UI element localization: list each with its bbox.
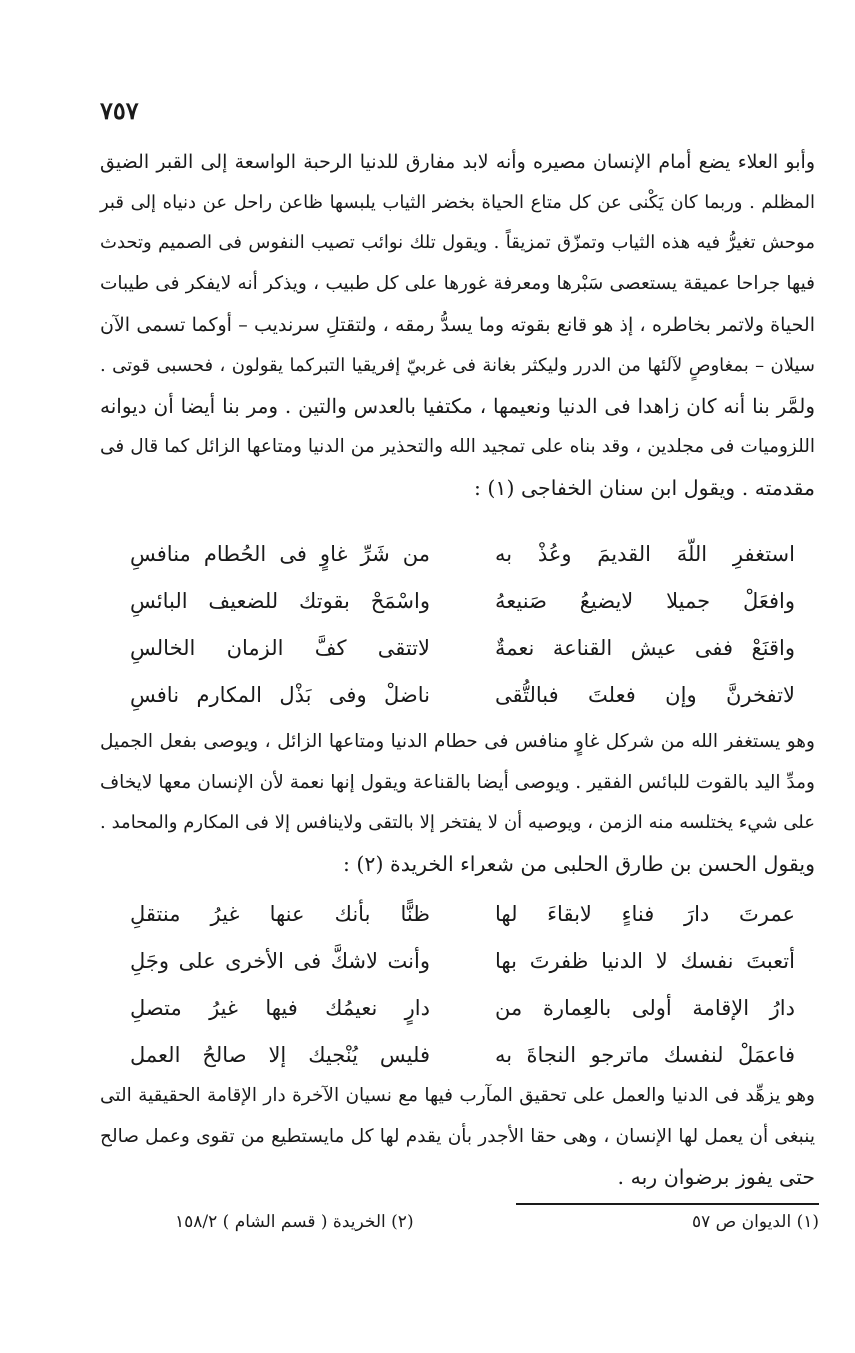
hemistich-first: أتعبتَ نفسك لا الدنيا ظفرتَ بها <box>495 948 795 973</box>
text-line: فيها جراحا عميقة يستعصى سَبْرها ومعرفة غورها على كل طبيب ، ويذكر أنه لايفكر فى طيبات <box>100 273 815 295</box>
text-line: ينبغى أن يعمل لها الإنسان ، وهى حقا الأجدر بأن يقدم لها كل مايستطيع من تقوى وعمل صالح <box>100 1125 815 1147</box>
text-line: ولمَّر بنا أنه كان زاهدا فى الدنيا ونعيمها ، مكتفيا بالعدس والتين . ومر بنا أيضا أن ديوانه <box>100 394 815 419</box>
verse-line <box>130 984 795 1031</box>
text-line: وأبو العلاء يضع أمام الإنسان مصيره وأنه لابد مفارق للدنيا الرحبة الواسعة إلى القبر الضيق <box>100 151 815 173</box>
verse-line <box>130 624 795 671</box>
hemistich-first: عمرتَ دارَ فناءٍ لابقاءَ لها <box>495 901 795 926</box>
text-line: ويقول الحسن بن طارق الحلبى من شعراء الخريدة (٢) : <box>343 852 815 877</box>
hemistich-first: واقنَعْ ففى عيش القناعة نعمةٌ <box>495 635 795 660</box>
text-line: سيلان – بمغاوصٍ لآلئها من الدرر وليكثر بغانة فى غربيّ إفريقيا التبركما يقولون ، فحسبى قوتى . <box>100 354 815 376</box>
text-line: اللزوميات فى مجلدين ، وقد بناه على تمجيد الله والتحذير من الدنيا ومتاعها الزائل كما قال فى <box>100 435 815 457</box>
text-line: وهو يستغفر الله من شركل غاوٍ منافس فى حطام الدنيا ومتاعها الزائل ، ويوصى بفعل الجميل <box>100 731 815 752</box>
hemistich-second: من شَرِّ غاوٍ فى الحُطام منافسِ <box>130 541 430 566</box>
footnote-separator <box>516 1203 819 1205</box>
footnote-1: (١) الديوان ص ٥٧ <box>692 1212 819 1232</box>
hemistich-second: فليس يُنْجيك إلا صالحُ العمل <box>130 1042 430 1067</box>
text-line: المظلم . وربما كان يَكْنى عن كل متاع الحياة بخضر الثياب يلبسها ظاعن راحل عن دنياه إلى قبر <box>100 191 815 213</box>
hemistich-second: ظنًّا بأنك عنها غيرُ منتقلِ <box>130 901 430 926</box>
verse-line <box>130 937 795 984</box>
verse-line <box>130 530 795 577</box>
poem-hasan-ibn-tariq <box>130 890 795 1078</box>
paragraph-conclusion <box>100 1076 815 1198</box>
verse-line <box>130 1031 795 1078</box>
text-line: مقدمته . ويقول ابن سنان الخفاجى (١) : <box>474 475 815 500</box>
hemistich-first: دارُ الإقامة أولى بالعِمارة من <box>495 995 795 1020</box>
hemistich-second: واسْمَحْ بقوتك للضعيف البائسِ <box>130 588 430 613</box>
hemistich-first: وافعَلْ جميلا لايضيعُ صَنيعهُ <box>495 588 795 613</box>
text-line: على شيء يختلسه منه الزمن ، ويوصيه أن لا يفتخر إلا بالتقى ولاينافس إلا فى المكارم والمحامد . <box>100 812 815 834</box>
text-line: ومدِّ اليد بالقوت للبائس الفقير . ويوصى أيضا بالقناعة ويقول إنها نعمة لأن الإنسان معها لايخاف <box>100 771 815 793</box>
verse-line <box>130 671 795 718</box>
text-line: موحش تغيرُّ فيه هذه الثياب وتمزّق تمزيقاً . ويقول تلك نوائب تصيب النفوس فى الصميم وتحدث <box>100 232 815 254</box>
hemistich-first: لاتفخرنَّ وإن فعلتَ فبالتُّقى <box>495 682 795 707</box>
hemistich-second: ناضلْ وفى بَذْل المكارم نافسِ <box>130 682 430 707</box>
verse-line <box>130 890 795 937</box>
verse-line <box>130 577 795 624</box>
text-line: الحياة ولاتمر بخاطره ، إذ هو قانع بقوته وما يسدُّ رمقه ، ولتقتلِ سرنديب – أوكما تسمى الآن <box>100 313 815 336</box>
paragraph-commentary <box>100 722 815 885</box>
footnote-2: (٢) الخريدة ( قسم الشام ) ١٥٨/٢ <box>175 1212 414 1232</box>
hemistich-second: دارٍ نعيمُك فيها غيرُ متصلِ <box>130 995 430 1020</box>
hemistich-second: لاتتقى كفَّ الزمان الخالسِ <box>130 635 430 660</box>
poem-ibn-sinan <box>130 530 795 718</box>
hemistich-second: وأنت لاشكَّ فى الأخرى على وجَلِ <box>130 948 430 973</box>
page-number: ٧٥٧ <box>100 96 139 125</box>
text-line: وهو يزهِّد فى الدنيا والعمل على تحقيق المآرب فيها مع نسيان الآخرة دار الإقامة الحقيقية التى <box>100 1085 815 1106</box>
hemistich-first: استغفرِ اللّهَ القديمَ وعُذْ به <box>495 541 795 566</box>
hemistich-first: فاعمَلْ لنفسك ماترجو النجاةَ به <box>495 1042 795 1067</box>
text-line: حتى يفوز برضوان ربه . <box>617 1165 815 1190</box>
paragraph-abu-al-ala <box>100 142 815 508</box>
